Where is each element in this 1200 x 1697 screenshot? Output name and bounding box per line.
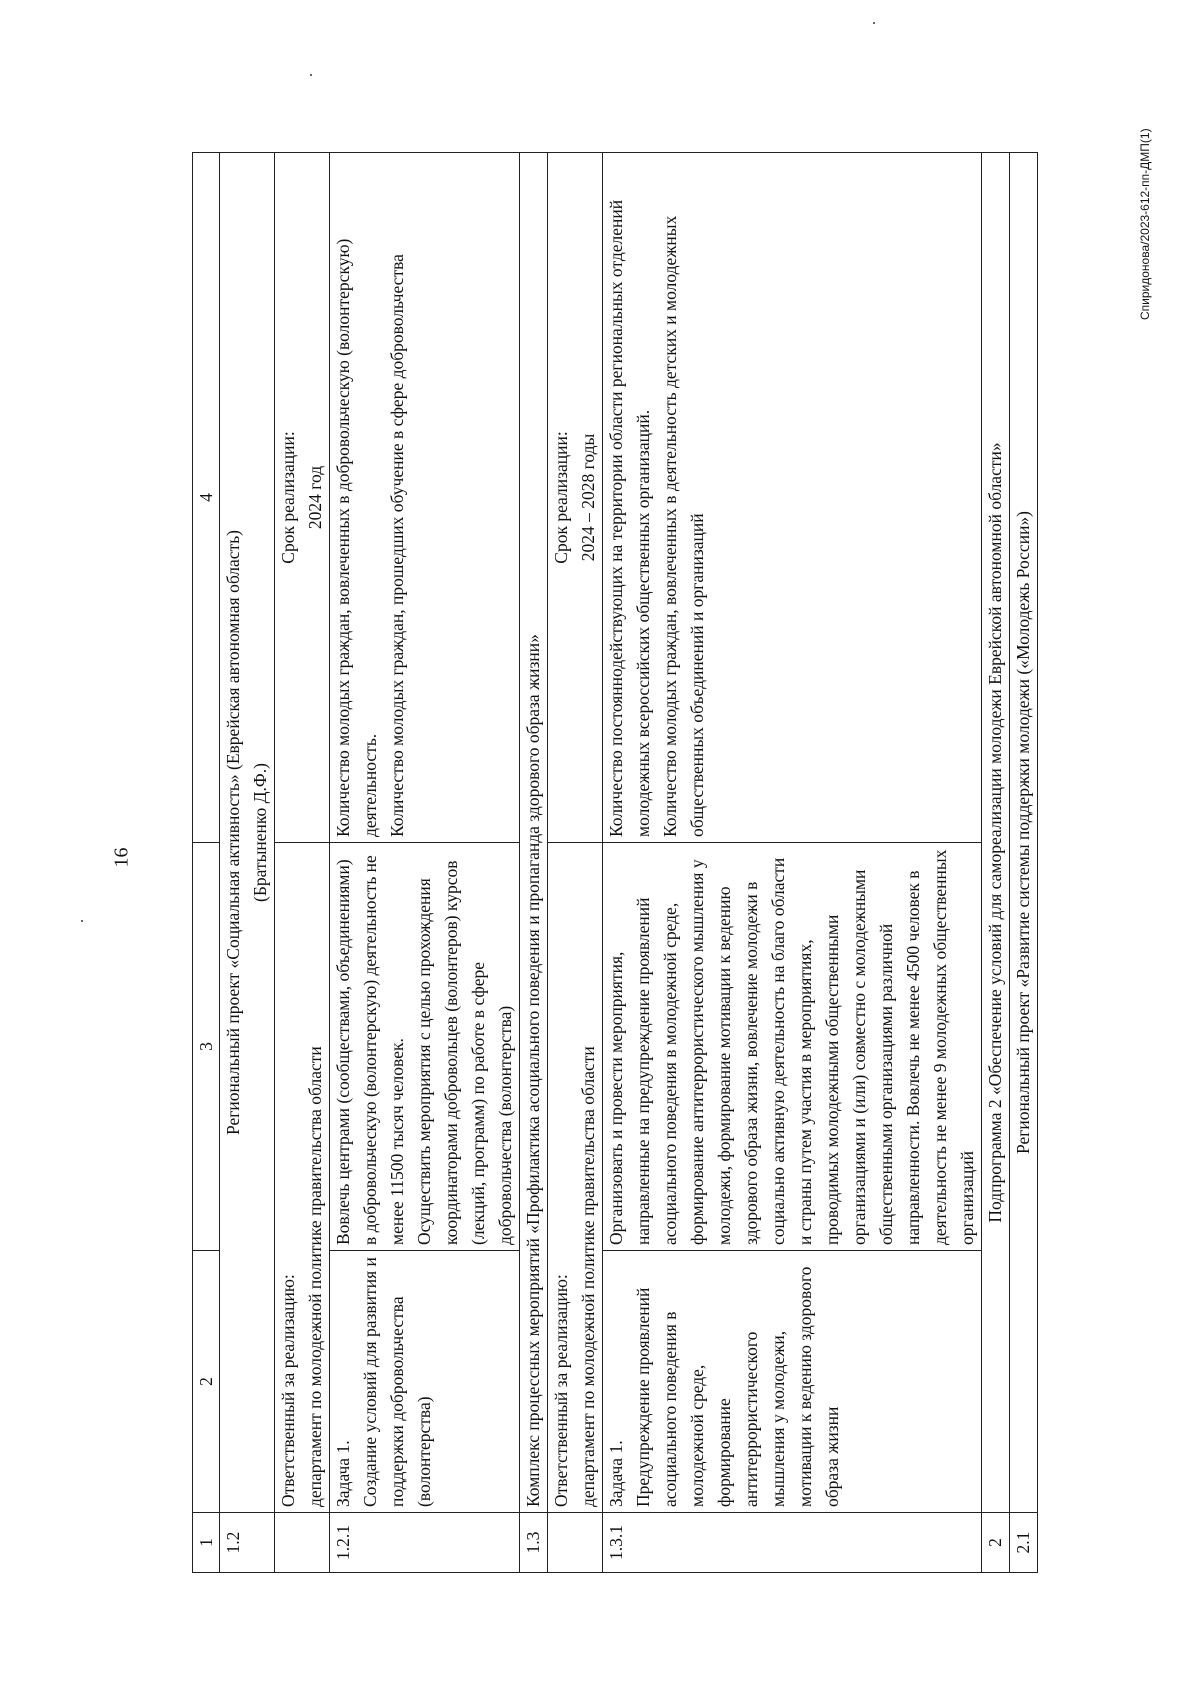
row-number: 1.3.1 [603,1513,982,1573]
row-number: 1.2 [220,1513,275,1573]
scan-speck [81,920,83,922]
program-table [192,152,1038,1573]
term-cell: Срок реализации: 2024 – 2028 годы [548,153,603,843]
column-header: 2 [193,1251,220,1513]
measures-cell: Вовлечь центрами (сообществами, объединениями) в добровольческую (волонтерскую) деятельность не менее 11500 тысяч человек. Осуществить мероприятия с целью прохождения координаторами добровольцев (волонтеров) курсов (лекций, программ) по работе в сфере добровольчества (волонтерства) [330,843,520,1251]
responsible-cell: Ответственный за реализацию: департамент по молодежной политике правительства области [548,843,603,1513]
column-header: 4 [193,153,220,843]
table-row [982,153,1010,1573]
task-cell: Задача 1. Предупреждение проявлений асоциального поведения в молодежной среде, формирование антитеррористического мышления у молодежи, мотивации к ведению здорового образа жизни [603,1251,982,1513]
indicators-cell: Количество постояннодействующих на территории области региональных отделений молодежных всероссийских общественных организаций. Количество молодых граждан, вовлеченных в деятельность детских и молодежных общественных объединений и организаций [603,153,982,843]
measures-cell: Организовать и провести мероприятия, направленные на предупреждение проявлений асоциального поведения в молодежной среде, формирование антитеррористического мышления у молодежи, формирование мотивации к ведению здорового образа жизни, вовлечение молодежи в социально активную деятельность на благо области и страны путем участия в мероприятиях, проводимых молодежными общественными организациями и (или) совместно с молодежными общественными организациями различной направленности. Вовлечь не менее 4500 человек в деятельность не менее 9 молодежных общественных организаций [603,843,982,1251]
empty-cell [275,1513,330,1573]
project-title: Региональный проект «Развитие системы поддержки молодежи («Молодежь России») [1010,153,1038,1513]
scan-speck [873,22,875,24]
indicators-cell: Количество молодых граждан, вовлеченных в добровольческую (волонтерскую) деятельность. Количество молодых граждан, прошедших обучение в сфере добровольчества [330,153,520,843]
subprogram-title: Подпрограмма 2 «Обеспечение условий для самореализации молодежи Еврейской автономной области» [982,153,1010,1513]
term-cell: Срок реализации: 2024 год [275,153,330,843]
table-row [603,153,982,1573]
document-code: Спиридонова/2023-612-пп-ДМП(1) [1138,128,1152,320]
table-header-row [193,153,220,1573]
row-number: 2.1 [1010,1513,1038,1573]
project-title: Региональный проект «Социальная активность» (Еврейская автономная область) (Братыненко Д.Ф.) [220,153,275,1513]
empty-cell [548,1513,603,1573]
table-row [330,153,520,1573]
table-row [520,153,548,1573]
table-row [220,153,275,1573]
table-row [1010,153,1038,1573]
program-table-container [192,153,1038,1573]
complex-title: Комплекс процессных мероприятий «Профилактика асоциального поведения и пропаганда здорового образа жизни» [520,153,548,1513]
column-header: 3 [193,843,220,1251]
row-number: 1.3 [520,1513,548,1573]
table-row [548,153,603,1573]
row-number: 1.2.1 [330,1513,520,1573]
table-row [275,153,330,1573]
column-header: 1 [193,1513,220,1573]
scan-speck [310,74,312,76]
row-number: 2 [982,1513,1010,1573]
task-cell: Задача 1. Создание условий для развития и поддержки добровольчества (волонтерства) [330,1251,520,1513]
responsible-cell: Ответственный за реализацию: департамент по молодежной политике правительства области [275,843,330,1513]
page-number: 16 [110,847,133,868]
